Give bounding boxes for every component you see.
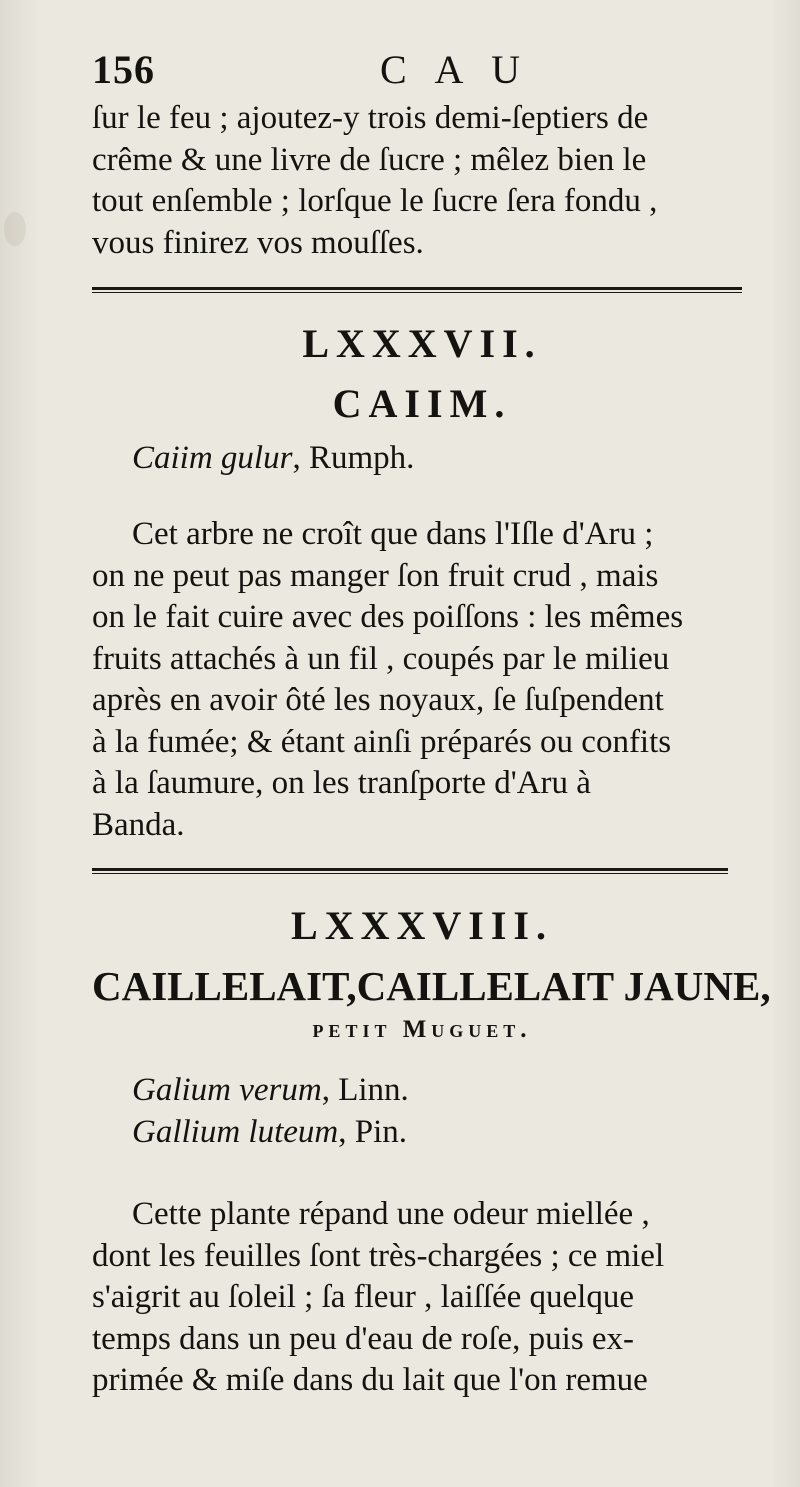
entry-subtitle: petit Muguet. <box>312 1016 532 1043</box>
page-number: 156 <box>92 47 155 92</box>
section-divider <box>92 868 728 874</box>
text-line: ſur le feu ; ajoutez-y trois demi-ſeptiers de <box>92 100 649 136</box>
text-line: s'aigrit au ſoleil ; ſa fleur , laiſſée quelque <box>92 1279 635 1315</box>
section-numeral: LXXXVII. <box>302 321 542 366</box>
text-line: après en avoir ôté les noyaux, ſe ſuſpendent <box>92 682 664 718</box>
botanical-synonym <box>132 1114 407 1151</box>
author-abbrev: , Pin. <box>338 1114 408 1150</box>
entry-title: CAILLELAIT,CAILLELAIT JAUNE, <box>92 963 771 1009</box>
text-line: fruits attachés à un fil , coupés par le milieu <box>92 640 670 677</box>
text-line: à la fumée; & étant ainſi préparés ou confits <box>92 723 672 760</box>
page-stain <box>4 212 26 246</box>
section-divider <box>92 287 742 293</box>
entry-title: CAIIM. <box>332 381 512 426</box>
entry-description <box>92 1194 752 1402</box>
latin-name: Gallium luteum <box>132 1114 339 1150</box>
text-line: on le fait cuire avec des poiſſons : les mêmes <box>92 599 684 635</box>
botanical-synonym <box>132 440 414 477</box>
text-line: on ne peut pas manger ſon fruit crud , mais <box>92 557 659 594</box>
botanical-synonym <box>132 1072 409 1109</box>
section-numeral: LXXXVIII. <box>291 903 553 948</box>
page-header <box>92 46 752 96</box>
text-line: vous finirez vos mouſſes. <box>92 224 424 261</box>
text-line: Cet arbre ne croît que dans l'Iſle d'Aru ; <box>132 516 654 552</box>
text-line: Banda. <box>92 806 185 843</box>
text-line: à la ſaumure, on les tranſporte d'Aru à <box>92 765 591 801</box>
text-line: Cette plante répand une odeur miellée , <box>132 1196 650 1232</box>
author-abbrev: , Linn. <box>321 1072 409 1108</box>
text-line: dont les feuilles ſont très-chargées ; ce miel <box>92 1237 665 1274</box>
text-line: tout enſemble ; lorſque le ſucre ſera fondu , <box>92 183 658 219</box>
latin-name: Caiim gulur <box>132 440 293 476</box>
intro-paragraph <box>92 98 752 264</box>
running-head: C A U <box>380 47 531 92</box>
author-abbrev: , Rumph. <box>292 440 415 476</box>
entry-description <box>92 514 752 846</box>
text-line: crême & une livre de ſucre ; mêlez bien le <box>92 141 647 178</box>
latin-name: Galium verum <box>132 1072 322 1108</box>
text-line: temps dans un peu d'eau de roſe, puis ex- <box>92 1320 635 1357</box>
text-line: primée & miſe dans du lait que l'on remue <box>92 1362 648 1398</box>
